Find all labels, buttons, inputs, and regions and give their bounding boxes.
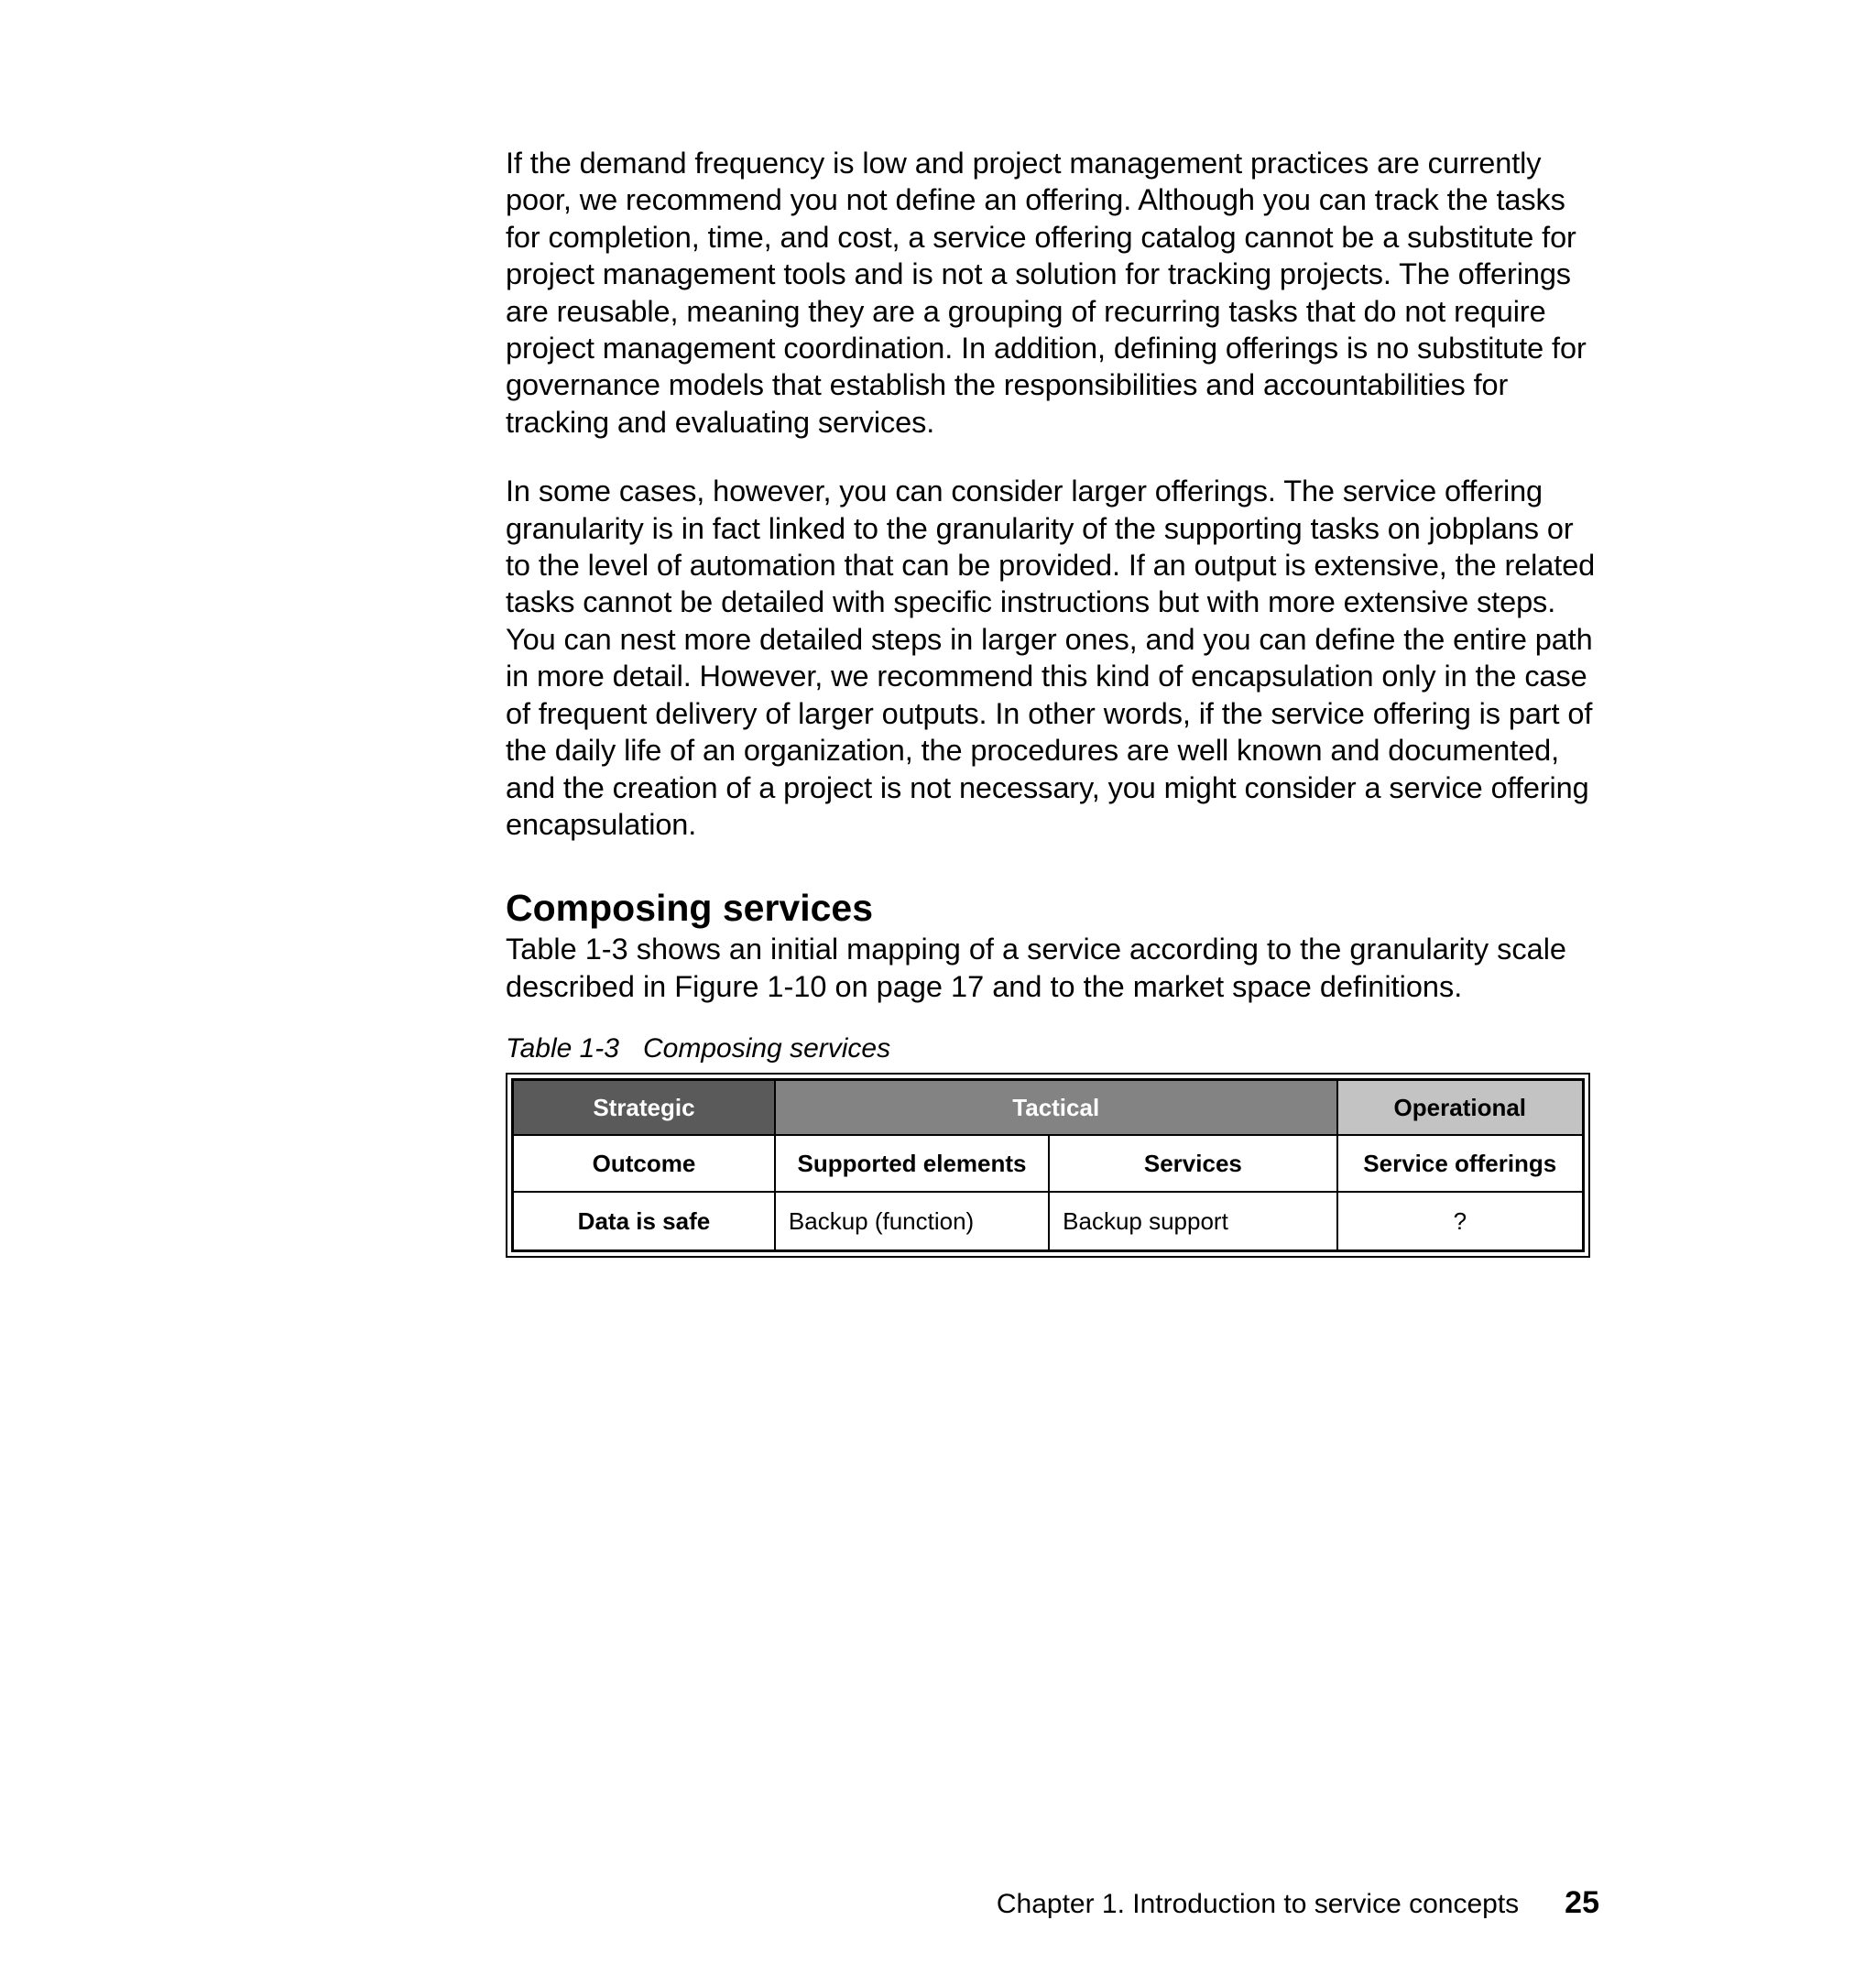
page-footer <box>997 1885 1599 1921</box>
body-paragraph-1: If the demand frequency is low and project management practices are currently poor, we recommend you not define an offering. Although you can track the tasks for completion, time, and cost, a service offering catalog cannot be a substitute for project management tools and is not a solution for tracking projects. The offerings are reusable, meaning they are a grouping of recurring tasks that do not require project management coordination. In addition, defining offerings is no substitute for governance models that establish the responsibilities and accountabilities for tracking and evaluating services. <box>506 147 1587 439</box>
section-heading: Composing services <box>506 887 874 930</box>
page-number: 25 <box>1565 1885 1599 1920</box>
column-header-services: Services <box>1049 1135 1336 1192</box>
table-group-header-row <box>513 1080 1584 1136</box>
column-header-outcome: Outcome <box>513 1135 775 1192</box>
column-header-supported-elements: Supported elements <box>775 1135 1049 1192</box>
table-caption-title: Composing services <box>642 1033 891 1064</box>
footer-chapter-title: Chapter 1. Introduction to service concepts <box>996 1889 1520 1919</box>
cell-service-offerings: ? <box>1337 1192 1584 1251</box>
cell-services: Backup support <box>1049 1192 1336 1251</box>
group-header-strategic: Strategic <box>513 1080 775 1136</box>
cell-outcome: Data is safe <box>513 1192 775 1251</box>
group-header-tactical: Tactical <box>775 1080 1337 1136</box>
column-header-service-offerings: Service offerings <box>1337 1135 1584 1192</box>
table-row <box>513 1192 1584 1251</box>
cell-supported-elements: Backup (function) <box>775 1192 1049 1251</box>
table-caption <box>506 1032 1601 1065</box>
section-intro: Table 1-3 shows an initial mapping of a service according to the granularity scale described in Figure 1-10 on page 17 and to the market space definitions. <box>506 933 1566 1003</box>
page-content <box>506 145 1601 1258</box>
body-paragraph-2: In some cases, however, you can consider larger offerings. The service offering granularity is in fact linked to the granularity of the supporting tasks on jobplans or to the level of automation that can be provided. If an output is extensive, the related tasks cannot be detailed with specific instructions but with more extensive steps. You can nest more detailed steps in larger ones, and you can define the entire path in more detail. However, we recommend this kind of encapsulation only in the case of frequent delivery of larger outputs. In other words, if the service offering is part of the daily life of an organization, the procedures are well known and documented, and the creation of a project is not necessary, you might consider a service offering encapsulation. <box>506 475 1596 841</box>
group-header-operational: Operational <box>1337 1080 1584 1136</box>
composing-services-table <box>511 1078 1585 1252</box>
table-caption-number: Table 1-3 <box>506 1033 619 1064</box>
table-column-header-row <box>513 1135 1584 1192</box>
table-frame <box>506 1073 1590 1258</box>
